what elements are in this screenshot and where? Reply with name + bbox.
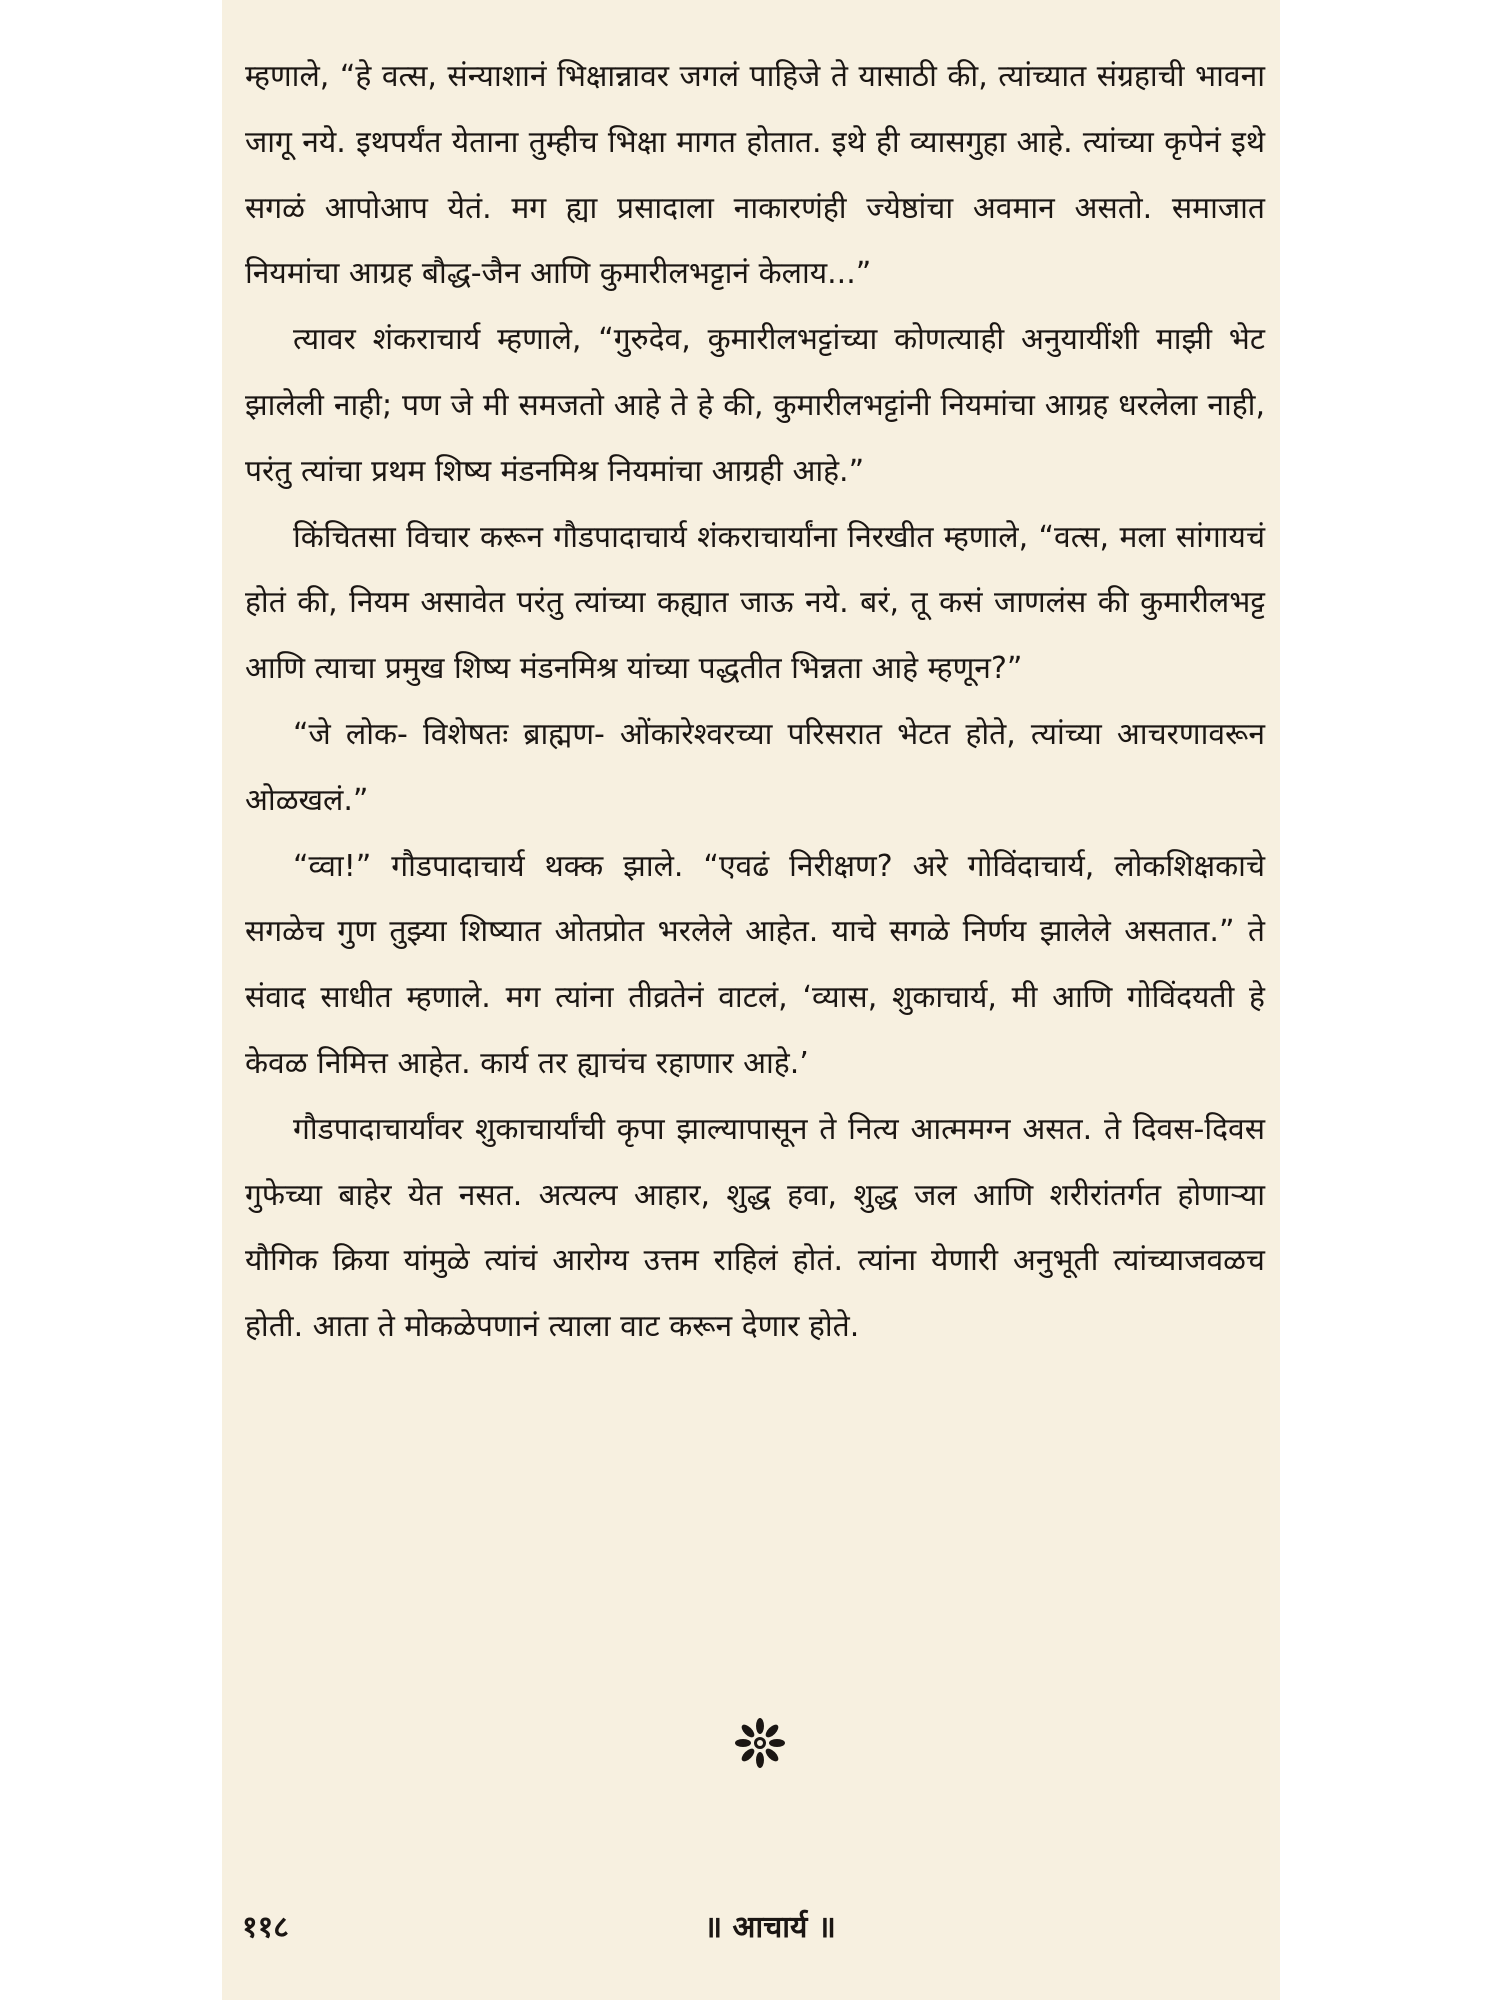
paragraph-1: म्हणाले, “हे वत्स, संन्याशानं भिक्षान्नावर जगलं पाहिजे ते यासाठी की, त्यांच्यात संग्रहाची भावना जागू नये. इथपर्यंत येताना तुम्हीच भिक्षा मागत होतात. इथे ही व्यासगुहा आहे. त्यांच्या कृपेनं इथे सगळं आपोआप येतं. मग ह्या प्रसादाला नाकारणंही ज्येष्ठांचा अवमान असतो. समाजात नियमांचा आग्रह बौद्ध-जैन आणि कुमारीलभट्टानं केलाय...”: [245, 59, 1265, 292]
paragraph-3: किंचितसा विचार करून गौडपादाचार्य शंकराचार्यांना निरखीत म्हणाले, “वत्स, मला सांगायचं होतं की, नियम असावेत परंतु त्यांच्या कह्यात जाऊ नये. बरं, तू कसं जाणलंस की कुमारीलभट्ट आणि त्याचा प्रमुख शिष्य मंडनमिश्र यांच्या पद्धतीत भिन्नता आहे म्हणून?”: [245, 519, 1265, 687]
page-number: ११८: [242, 1910, 289, 1945]
paragraph-6: गौडपादाचार्यांवर शुकाचार्यांची कृपा झाल्यापासून ते नित्य आत्ममग्न असत. ते दिवस-दिवस गुफेच्या बाहेर येत नसत. अत्यल्प आहार, शुद्ध हवा, शुद्ध जल आणि शरीरांतर्गत होणाऱ्या यौगिक क्रिया यांमुळे त्यांचं आरोग्य उत्तम राहिलं होतं. त्यांना येणारी अनुभूती त्यांच्याजवळच होती. आता ते मोकळेपणानं त्याला वाट करून देणार होते.: [245, 1111, 1265, 1345]
paragraph-4: “जे लोक- विशेषतः ब्राह्मण- ओंकारेश्वरच्या परिसरात भेटत होते, त्यांच्या आचरणावरून ओळखलं.”: [245, 716, 1265, 818]
paragraph-2: त्यावर शंकराचार्य म्हणाले, “गुरुदेव, कुमारीलभट्टांच्या कोणत्याही अनुयायींशी माझी भेट झालेली नाही; पण जे मी समजतो आहे ते हे की, कुमारीलभट्टांनी नियमांचा आग्रह धरलेला नाही, परंतु त्यांचा प्रथम शिष्य मंडनमिश्र नियमांचा आग्रही आहे.”: [245, 322, 1265, 489]
flower-ornament-icon: [733, 1716, 787, 1770]
paragraph-5: “व्वा!” गौडपादाचार्य थक्क झाले. “एवढं निरीक्षण? अरे गोविंदाचार्य, लोकशिक्षकाचे सगळेच गुण तुझ्या शिष्यात ओतप्रोत भरलेले आहेत. याचे सगळे निर्णय झालेले असतात.” ते संवाद साधीत म्हणाले. मग त्यांना तीव्रतेनं वाटलं, ‘व्यास, शुकाचार्य, मी आणि गोविंदयती हे केवळ निमित्त आहेत. कार्य तर ह्याचंच रहाणार आहे.’: [245, 848, 1265, 1081]
body-text: [245, 44, 1265, 1360]
running-footer-title: ॥ आचार्य ॥: [704, 1910, 836, 1945]
